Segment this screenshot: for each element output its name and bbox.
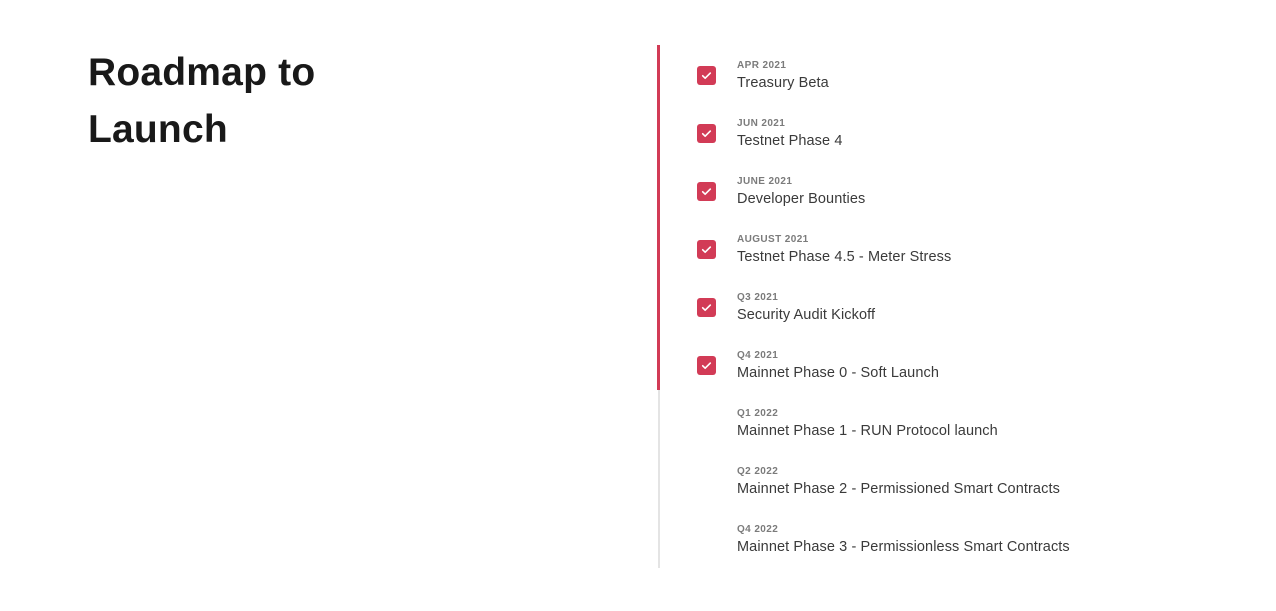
milestone-text [737,465,1060,498]
milestone-checkbox[interactable] [697,240,716,259]
checkmark-icon [700,301,713,314]
milestone-checkbox[interactable] [697,66,716,85]
milestone-title: Testnet Phase 4.5 - Meter Stress [737,249,952,265]
timeline-item [697,523,1070,581]
milestone-text [737,117,843,150]
checkmark-icon [700,243,713,256]
milestone-title: Mainnet Phase 1 - RUN Protocol launch [737,423,998,439]
milestone-checkbox[interactable] [697,182,716,201]
timeline-rail-completed [657,45,660,390]
milestone-text [737,59,829,92]
checkmark-icon [700,185,713,198]
milestone-date: Q2 2022 [737,466,779,477]
timeline-item [697,117,1070,175]
milestone-date: APR 2021 [737,60,787,71]
timeline-item [697,349,1070,407]
milestone-date: JUN 2021 [737,118,786,129]
timeline-item [697,465,1070,523]
milestone-date: Q4 2022 [737,524,779,535]
milestone-checkbox[interactable] [697,356,716,375]
milestone-text [737,233,951,266]
milestone-date: JUNE 2021 [737,176,793,187]
milestone-text [737,175,865,208]
timeline-item [697,407,1070,465]
timeline-rail-upcoming [658,390,660,568]
checkmark-icon [700,359,713,372]
milestone-text [737,291,875,324]
page-title-line-2: Launch [88,108,228,151]
timeline-item [697,59,1070,117]
milestone-checkbox[interactable] [697,298,716,317]
milestone-text [737,349,939,382]
milestone-checkbox[interactable] [697,124,716,143]
page-title-line-1: Roadmap to [88,51,316,94]
milestone-date: Q1 2022 [737,408,779,419]
milestone-title: Developer Bounties [737,191,866,207]
milestone-date: Q3 2021 [737,292,779,303]
milestone-title: Mainnet Phase 3 - Permissionless Smart Contracts [737,539,1070,555]
milestone-date: Q4 2021 [737,350,779,361]
milestone-title: Mainnet Phase 0 - Soft Launch [737,365,939,381]
milestone-text [737,523,1070,556]
checkmark-icon [700,127,713,140]
timeline [697,59,1070,581]
timeline-item [697,291,1070,349]
page-title [88,44,315,158]
checkmark-icon [700,69,713,82]
milestone-title: Mainnet Phase 2 - Permissioned Smart Contracts [737,481,1060,497]
timeline-item [697,233,1070,291]
timeline-item [697,175,1070,233]
milestone-title: Treasury Beta [737,75,829,91]
milestone-title: Testnet Phase 4 [737,133,843,149]
milestone-date: AUGUST 2021 [737,234,809,245]
milestone-text [737,407,998,440]
milestone-title: Security Audit Kickoff [737,307,876,323]
